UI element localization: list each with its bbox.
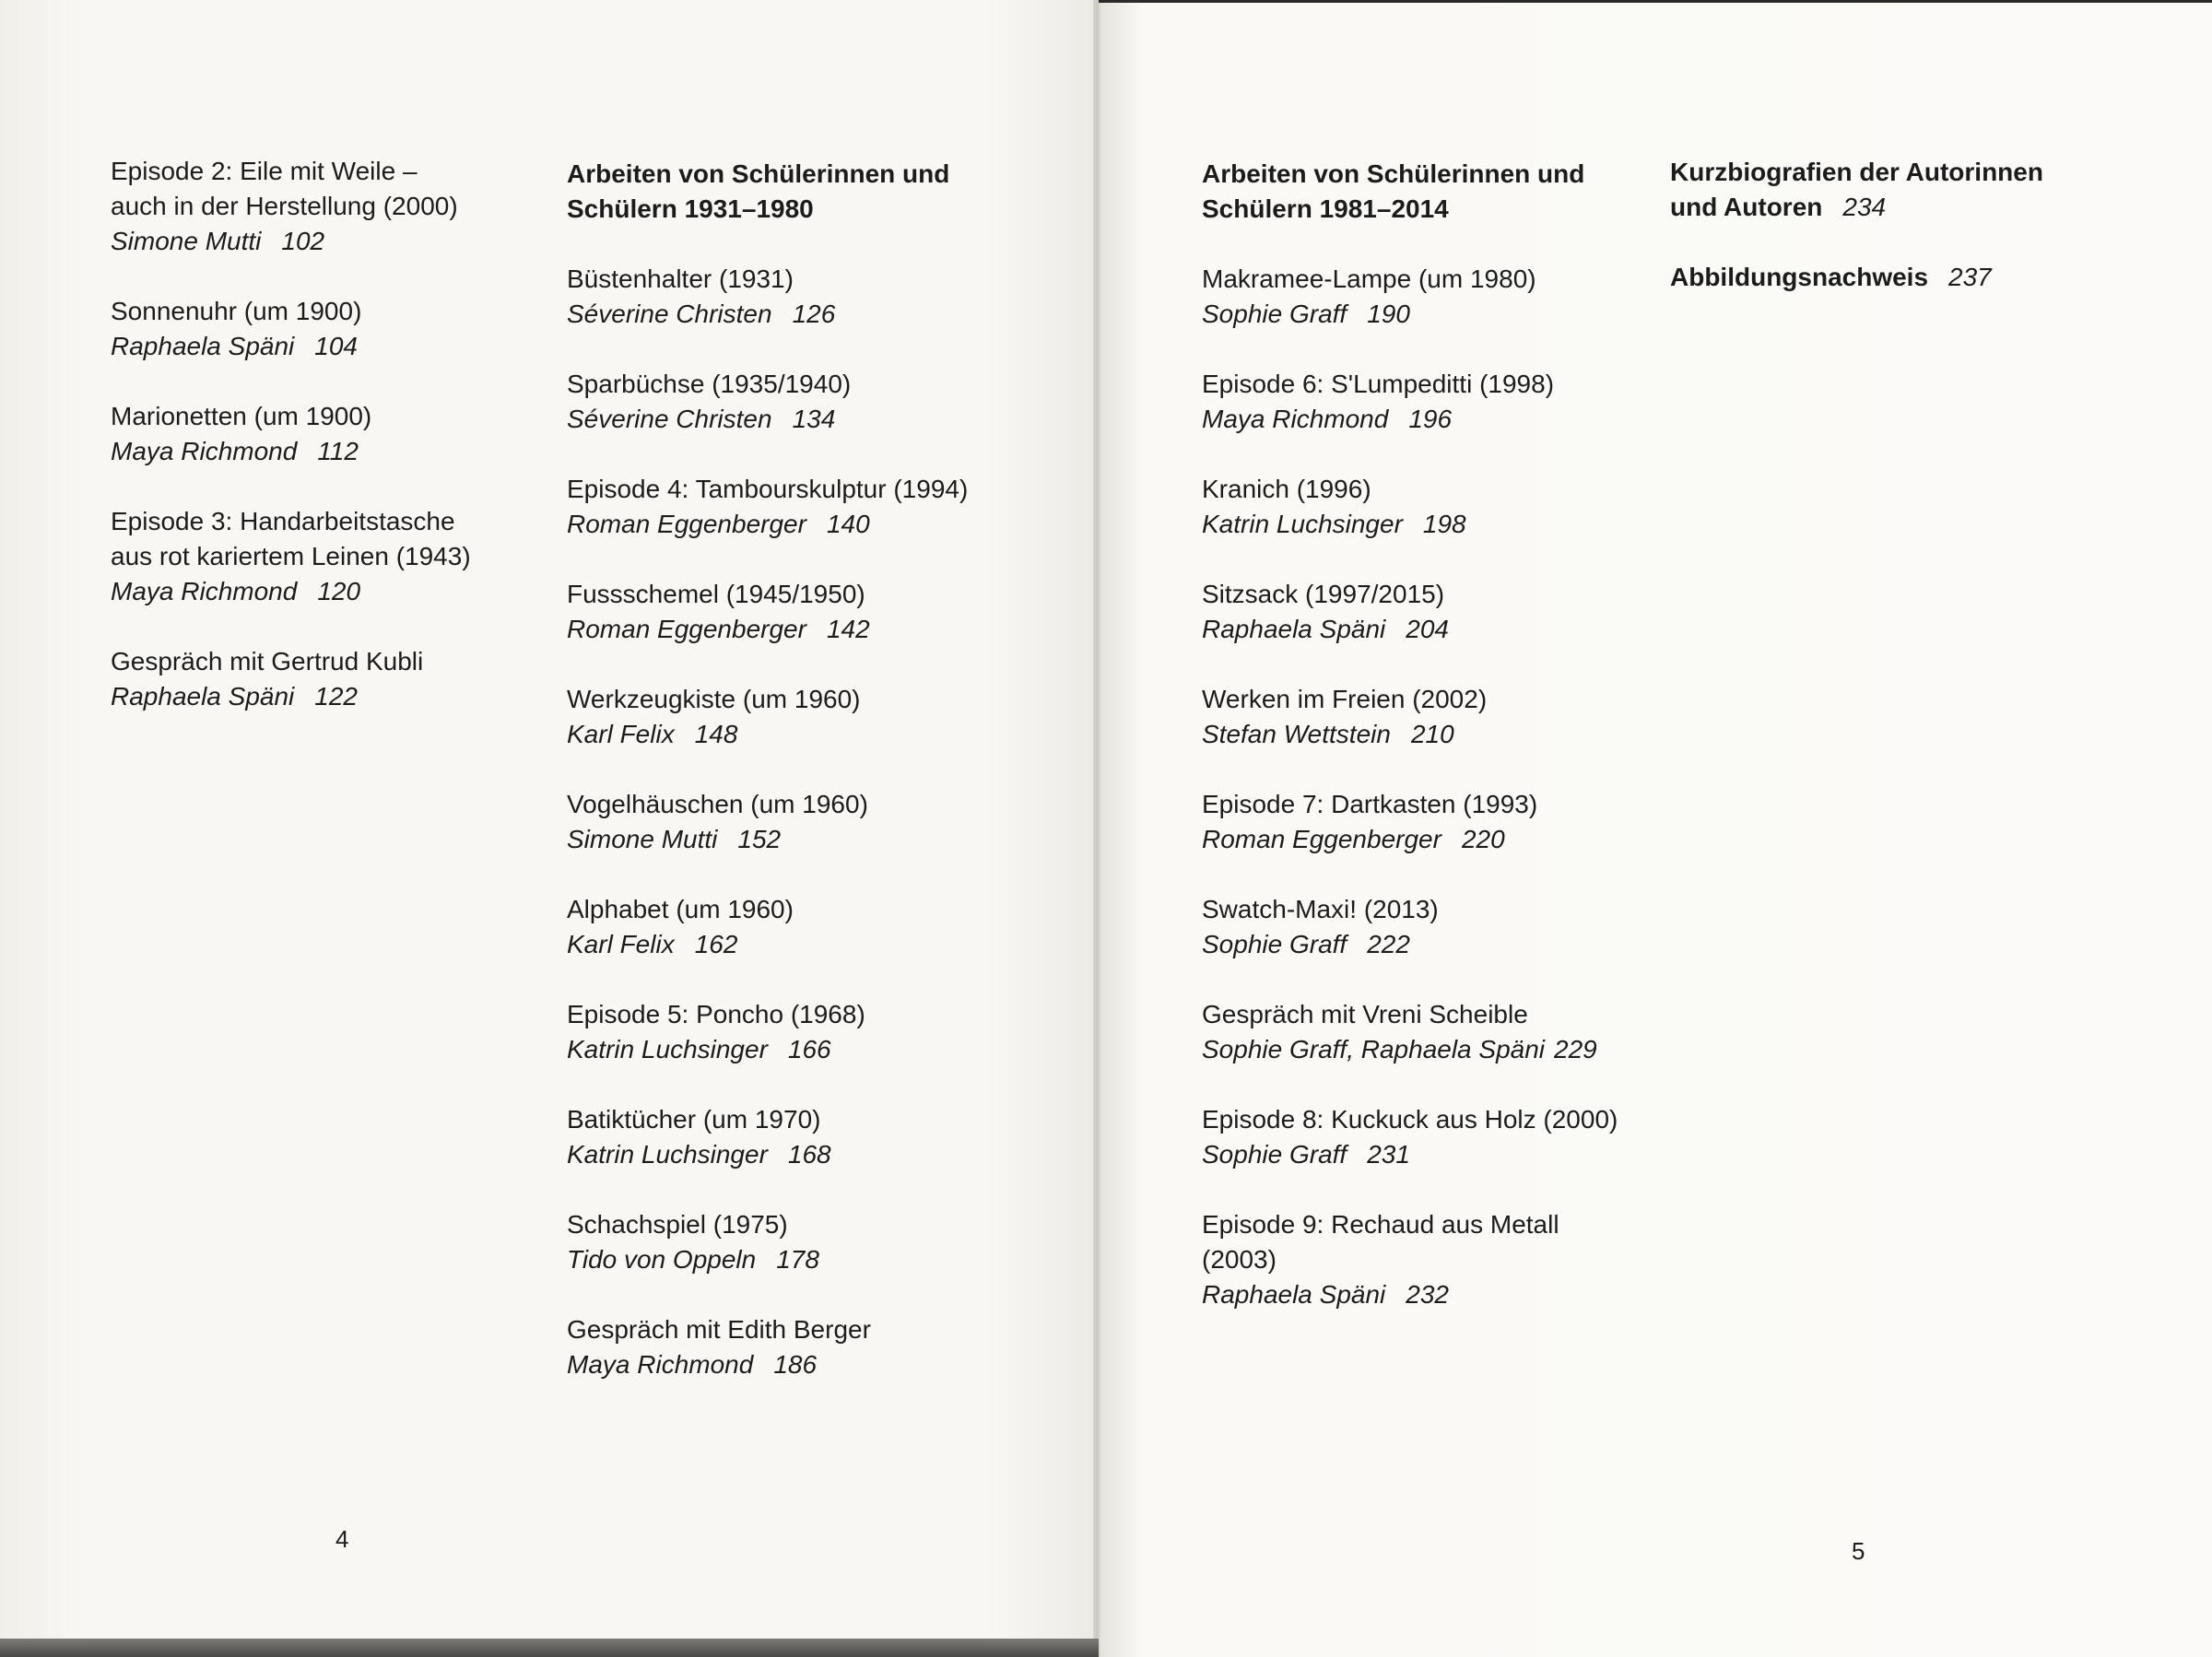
entry-page: 220 [1461,825,1505,853]
entry-title: aus rot kariertem Leinen (1943) [111,542,471,570]
entry-author: Séverine Christen [567,300,772,328]
entry-page: 190 [1367,300,1410,328]
toc-entry [1202,1207,1644,1312]
entry-author: Katrin Luchsinger [567,1140,768,1169]
page-number-left: 4 [335,1525,349,1553]
entry-author: Raphaela Späni [1202,1280,1386,1309]
entry-page: 178 [776,1245,819,1274]
toc-entry [567,1312,1009,1382]
entry-page: 222 [1367,930,1410,958]
entry-title: Sparbüchse (1935/1940) [567,370,852,398]
entry-title: Swatch-Maxi! (2013) [1202,895,1439,923]
toc-entry [1202,577,1644,647]
entry-title: Schachspiel (1975) [567,1210,788,1239]
entry-title: Werken im Freien (2002) [1202,685,1488,713]
entry-title: Episode 2: Eile mit Weile – [111,157,418,185]
toc-entry [567,1102,1009,1172]
entry-title: Büstenhalter (1931) [567,264,794,293]
entry-page: 148 [694,720,738,748]
entry-page: 232 [1406,1280,1449,1309]
toc-entry [111,399,553,469]
entry-title: Episode 6: S'Lumpeditti (1998) [1202,370,1555,398]
entry-author: Maya Richmond [111,577,298,605]
entry-page: 140 [826,510,870,538]
entry-page: 152 [737,825,782,853]
toc-entry [1202,262,1644,332]
entry-author: Tido von Oppeln [567,1245,757,1274]
entry-title: Werkzeugkiste (um 1960) [567,685,861,713]
entry-author: Katrin Luchsinger [1202,510,1403,538]
entry-page: 162 [694,930,738,958]
entry-author: Sophie Graff, Raphaela Späni [1202,1035,1546,1064]
entry-page: 104 [314,332,358,360]
entry-title: Episode 7: Dartkasten (1993) [1202,790,1538,818]
toc-entry [567,787,1009,857]
toc-entry [567,472,1009,542]
entry-author: Roman Eggenberger [567,615,806,643]
entry-author: Roman Eggenberger [567,510,806,538]
toc-column-left-1 [111,154,553,749]
entry-author: Sophie Graff [1202,1140,1347,1169]
entry-page: 166 [787,1035,831,1064]
entry-title: Sitzsack (1997/2015) [1202,580,1445,608]
entry-author: Séverine Christen [567,405,772,433]
entry-page: 168 [787,1140,831,1169]
entry-author: Sophie Graff [1202,300,1347,328]
entry-page: 198 [1422,510,1466,538]
toc-entry [1202,892,1644,962]
toc-entry [567,577,1009,647]
entry-title: Kurzbiografien der Autorinnen [1670,158,2043,186]
toc-entry [1202,367,1644,437]
toc-column-left-2 [567,157,1009,1417]
entry-page: 120 [317,577,361,605]
entry-page: 112 [317,437,359,465]
entry-page: 231 [1367,1140,1410,1169]
book-gutter [1093,0,1100,1657]
toc-entry [567,682,1009,752]
entry-page: 142 [826,615,870,643]
entry-author: Roman Eggenberger [1202,825,1441,853]
toc-entry [567,262,1009,332]
toc-entry [111,294,553,364]
toc-entry [111,644,553,714]
entry-title: Episode 4: Tambourskulptur (1994) [567,475,969,503]
toc-entry [1202,472,1644,542]
toc-entry-bold [1670,260,2112,295]
section-heading [567,157,1009,227]
toc-column-right-1 [1202,157,1644,1347]
entry-title: und Autoren [1670,193,1823,221]
entry-title: Makramee-Lampe (um 1980) [1202,264,1536,293]
entry-title: Abbildungsnachweis [1670,263,1929,291]
toc-column-right-2 [1670,155,2112,330]
section-heading [1202,157,1644,227]
entry-title: Episode 9: Rechaud aus Metall [1202,1210,1559,1239]
toc-entry [1202,787,1644,857]
toc-entry [111,154,553,259]
heading-line: Schülern 1981–2014 [1202,194,1449,223]
entry-page: 102 [281,227,325,255]
entry-title: Marionetten (um 1900) [111,402,372,430]
entry-author: Maya Richmond [567,1350,754,1379]
toc-entry [1202,997,1644,1067]
entry-page: 229 [1554,1035,1597,1064]
entry-author: Maya Richmond [111,437,298,465]
entry-title: Batiktücher (um 1970) [567,1105,821,1134]
entry-page: 126 [792,300,836,328]
entry-author: Simone Mutti [567,825,718,853]
entry-title: Kranich (1996) [1202,475,1371,503]
entry-author: Raphaela Späni [111,682,295,711]
entry-author: Katrin Luchsinger [567,1035,768,1064]
toc-entry [1202,1102,1644,1172]
toc-entry-bold [1670,155,2112,225]
entry-author: Raphaela Späni [111,332,295,360]
entry-title: (2003) [1202,1245,1277,1274]
entry-title: Gespräch mit Vreni Scheible [1202,1000,1528,1028]
toc-entry [567,892,1009,962]
entry-title: Fussschemel (1945/1950) [567,580,865,608]
top-edge [1099,0,2212,3]
entry-author: Raphaela Späni [1202,615,1386,643]
entry-title: Gespräch mit Edith Berger [567,1315,871,1344]
heading-line: Arbeiten von Schülerinnen und [567,159,950,188]
toc-entry [111,504,553,609]
entry-page: 210 [1410,720,1454,748]
entry-page: 237 [1948,263,1992,291]
entry-page: 204 [1406,615,1449,643]
entry-title: auch in der Herstellung (2000) [111,192,458,220]
entry-author: Stefan Wettstein [1202,720,1391,748]
entry-page: 186 [773,1350,818,1379]
entry-page: 196 [1408,405,1453,433]
page-number-right: 5 [1852,1537,1865,1565]
toc-entry [567,1207,1009,1277]
entry-author: Simone Mutti [111,227,262,255]
entry-title: Sonnenuhr (um 1900) [111,297,362,325]
entry-title: Vogelhäuschen (um 1960) [567,790,868,818]
heading-line: Schülern 1931–1980 [567,194,814,223]
toc-entry [567,997,1009,1067]
heading-line: Arbeiten von Schülerinnen und [1202,159,1585,188]
entry-title: Episode 3: Handarbeitstasche [111,507,455,535]
bottom-edge [0,1639,1099,1657]
entry-author: Karl Felix [567,930,675,958]
entry-author: Karl Felix [567,720,675,748]
entry-author: Sophie Graff [1202,930,1347,958]
toc-entry [567,367,1009,437]
entry-title: Alphabet (um 1960) [567,895,794,923]
entry-title: Episode 8: Kuckuck aus Holz (2000) [1202,1105,1618,1134]
entry-title: Episode 5: Poncho (1968) [567,1000,865,1028]
entry-page: 122 [314,682,358,711]
toc-entry [1202,682,1644,752]
entry-title: Gespräch mit Gertrud Kubli [111,647,424,676]
entry-page: 134 [792,405,836,433]
entry-page: 234 [1842,193,1887,221]
entry-author: Maya Richmond [1202,405,1389,433]
